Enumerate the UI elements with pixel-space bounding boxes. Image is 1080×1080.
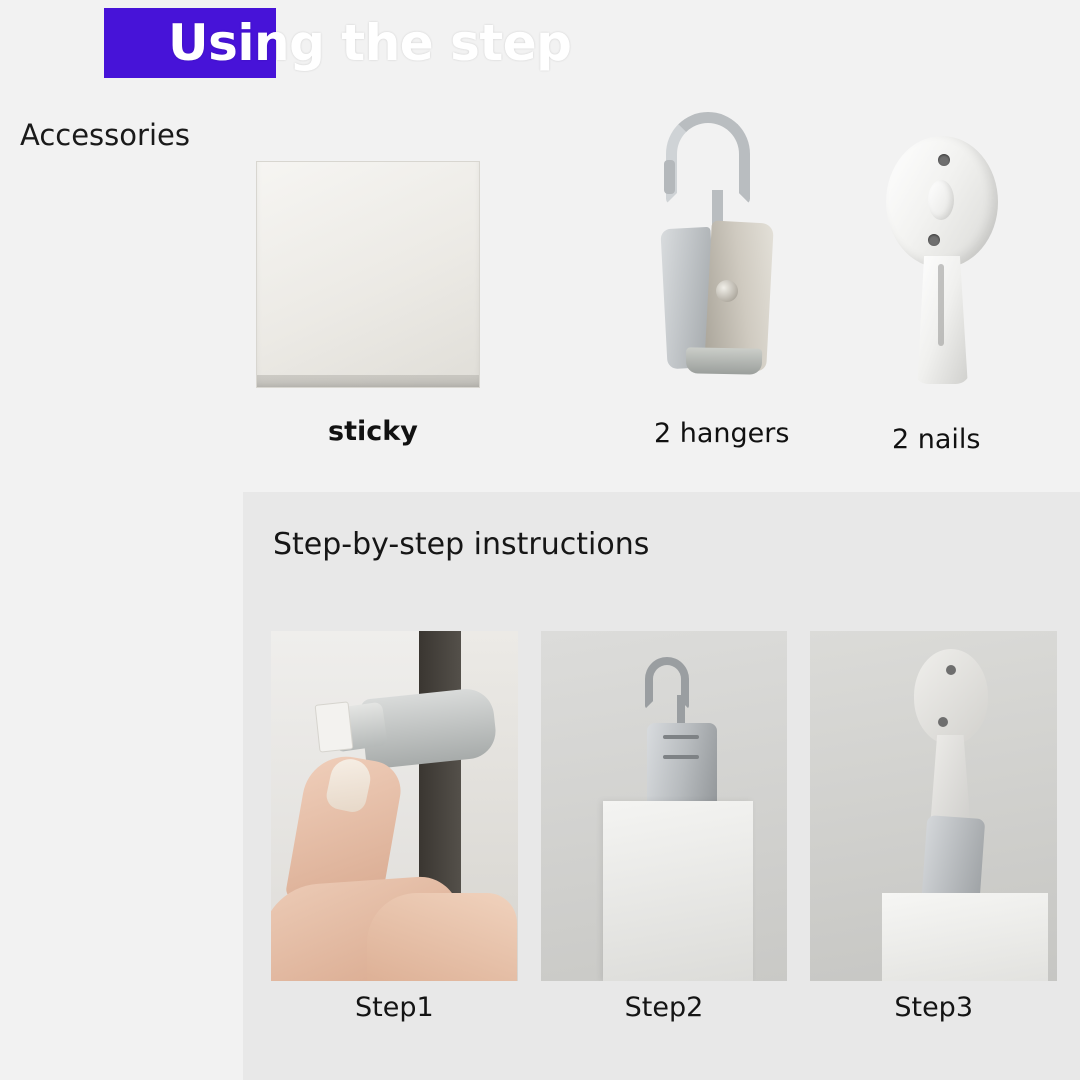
nail-hook-groove — [938, 264, 944, 346]
step1-hand-second — [367, 893, 517, 981]
accessory-caption-nails: 2 nails — [892, 424, 981, 455]
clip-body-shape — [660, 220, 776, 370]
step-captions-row — [271, 992, 1057, 1023]
metal-clip-hanger-icon — [640, 112, 800, 380]
clip-bottom-jaw — [686, 347, 762, 374]
page-title: Using the step — [168, 14, 572, 72]
step3-hanging-sheet — [882, 893, 1048, 981]
step2-clip-detail-top — [663, 735, 699, 739]
hook-tip-shape — [664, 160, 675, 194]
wall-hook-nail-icon — [886, 136, 998, 384]
step2-caption: Step2 — [624, 992, 704, 1023]
accessory-caption-sticky: sticky — [328, 416, 418, 447]
step2-clip-detail-bottom — [663, 755, 699, 759]
step3-caption: Step3 — [894, 992, 973, 1023]
accessories-section-label: Accessories — [20, 118, 190, 152]
step3-photo — [810, 631, 1057, 981]
hook-curve-shape — [666, 112, 750, 204]
instructions-title: Step-by-step instructions — [273, 527, 650, 562]
step3-hook-plate — [914, 649, 988, 745]
step-photos-row — [271, 631, 1057, 981]
nail-hole-bottom — [928, 234, 940, 246]
adhesive-pad-icon — [256, 161, 480, 388]
step1-photo — [271, 631, 518, 981]
nail-plate-boss — [928, 180, 954, 220]
instructions-panel — [243, 492, 1080, 1080]
accessory-caption-hangers: 2 hangers — [654, 418, 790, 449]
step2-hanging-sheet — [603, 801, 753, 981]
nail-hole-top — [938, 154, 950, 166]
step2-photo — [541, 631, 788, 981]
step1-caption: Step1 — [355, 992, 434, 1023]
clip-pivot-screw — [716, 280, 738, 302]
step1-adhesive-pad — [315, 701, 354, 752]
